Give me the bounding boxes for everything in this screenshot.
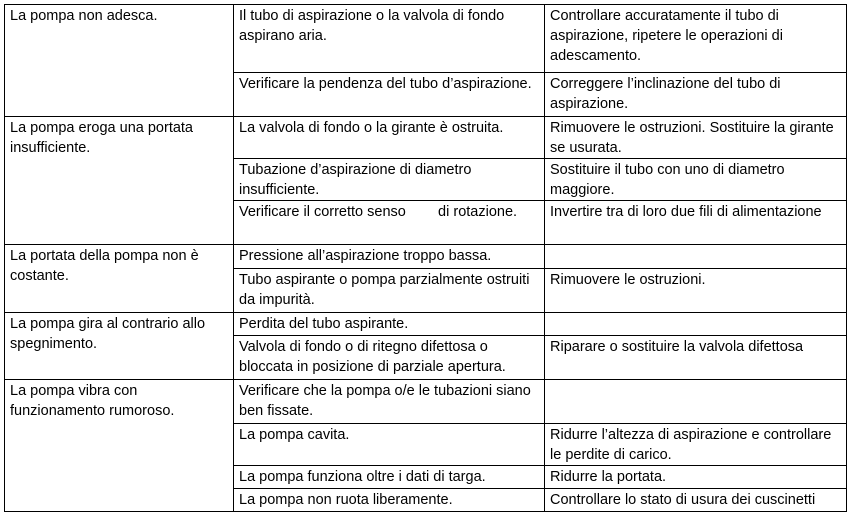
remedy-cell: Rimuovere le ostruzioni. [545, 269, 847, 313]
cause-cell: La pompa funziona oltre i dati di targa. [234, 466, 545, 489]
remedy-cell [545, 313, 847, 336]
remedy-cell: Ridurre l’altezza di aspirazione e controllare le perdite di carico. [545, 424, 847, 466]
remedy-cell: Riparare o sostituire la valvola difettosa [545, 336, 847, 380]
remedy-cell: Invertire tra di loro due fili di alimentazione [545, 201, 847, 245]
table-row [5, 245, 847, 269]
table-row [5, 313, 847, 336]
cause-cell: La pompa non ruota liberamente. [234, 489, 545, 512]
cause-cell: Perdita del tubo aspirante. [234, 313, 545, 336]
problem-cell: La portata della pompa non è costante. [5, 245, 234, 313]
problem-cell: La pompa non adesca. [5, 5, 234, 117]
problem-cell: La pompa gira al contrario allo spegnimento. [5, 313, 234, 380]
cause-cell: Verificare che la pompa o/e le tubazioni siano ben fissate. [234, 380, 545, 424]
remedy-cell: Sostituire il tubo con uno di diametro maggiore. [545, 159, 847, 201]
remedy-cell: Controllare lo stato di usura dei cuscinetti [545, 489, 847, 512]
problem-cell: La pompa eroga una portata insufficiente. [5, 117, 234, 245]
remedy-cell [545, 380, 847, 424]
remedy-cell: Controllare accuratamente il tubo di aspirazione, ripetere le operazioni di adescamento. [545, 5, 847, 73]
table-row [5, 117, 847, 159]
remedy-cell: Ridurre la portata. [545, 466, 847, 489]
cause-cell: Tubo aspirante o pompa parzialmente ostruiti da impurità. [234, 269, 545, 313]
table-row [5, 380, 847, 424]
cause-cell: La valvola di fondo o la girante è ostruita. [234, 117, 545, 159]
table-row [5, 5, 847, 73]
remedy-cell: Rimuovere le ostruzioni. Sostituire la girante se usurata. [545, 117, 847, 159]
remedy-cell [545, 245, 847, 269]
cause-cell: Verificare il corretto senso di rotazione. [234, 201, 545, 245]
remedy-cell: Correggere l’inclinazione del tubo di aspirazione. [545, 73, 847, 117]
cause-cell: Valvola di fondo o di ritegno difettosa o bloccata in posizione di parziale apertura. [234, 336, 545, 380]
troubleshooting-table-container [4, 4, 846, 512]
troubleshooting-table [4, 4, 847, 512]
cause-cell: La pompa cavita. [234, 424, 545, 466]
cause-cell: Il tubo di aspirazione o la valvola di fondo aspirano aria. [234, 5, 545, 73]
problem-cell: La pompa vibra con funzionamento rumoroso. [5, 380, 234, 512]
cause-cell: Tubazione d’aspirazione di diametro insufficiente. [234, 159, 545, 201]
cause-cell: Verificare la pendenza del tubo d’aspirazione. [234, 73, 545, 117]
cause-cell: Pressione all’aspirazione troppo bassa. [234, 245, 545, 269]
